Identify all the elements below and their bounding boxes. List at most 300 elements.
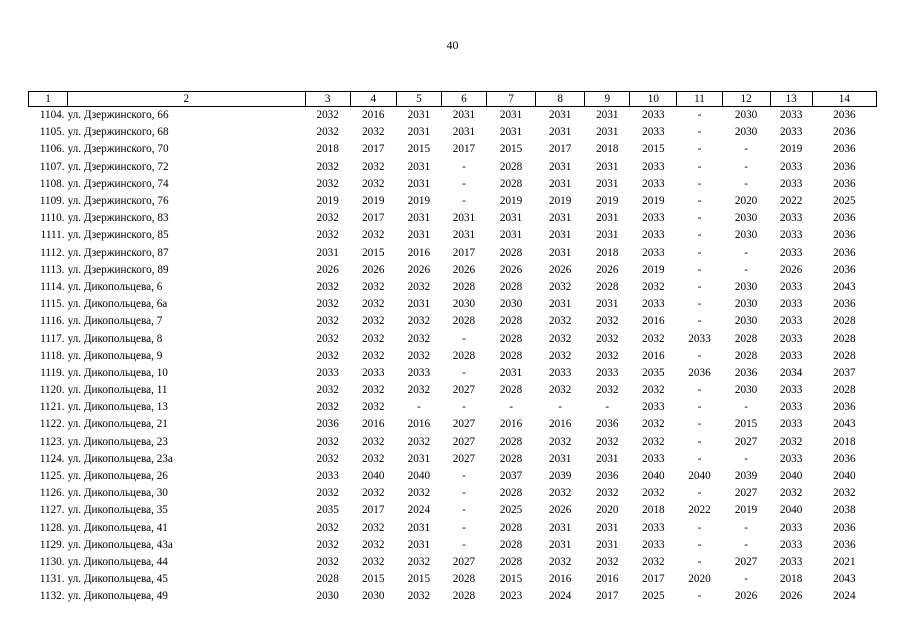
year-cell: 2032: [407, 555, 431, 568]
year-cell: -: [462, 366, 466, 379]
row-number: 1106.: [39, 143, 65, 156]
table-body: [29, 107, 877, 606]
year-cell: 2028: [499, 521, 523, 534]
year-cell: 2033: [779, 538, 803, 551]
address-cell: ул. Дикопольцева, 13: [67, 401, 168, 414]
row-number: 1121.: [39, 401, 65, 414]
year-cell: 2033: [596, 366, 619, 379]
year-cell: -: [697, 160, 702, 173]
table-row: [29, 399, 877, 416]
year-cell: 2033: [779, 315, 803, 328]
year-cell: 2028: [734, 349, 758, 362]
table-row: [29, 520, 877, 537]
year-cell: 2032: [642, 332, 665, 345]
year-cell: 2033: [642, 246, 665, 259]
year-cell: 2026: [734, 590, 758, 603]
year-cell: 2032: [596, 435, 619, 448]
year-cell: 2043: [833, 418, 856, 431]
year-cell: 2032: [316, 126, 339, 139]
year-cell: 2031: [407, 298, 431, 311]
year-cell: 2031: [548, 452, 572, 465]
year-cell: 2033: [779, 384, 803, 397]
year-cell: 2040: [407, 470, 431, 483]
year-cell: -: [697, 143, 702, 156]
address-cell: ул. Дикопольцева, 8: [67, 332, 163, 345]
year-cell: 2031: [548, 212, 572, 225]
year-cell: 2018: [833, 435, 856, 448]
year-cell: 2031: [596, 126, 619, 139]
year-cell: 2028: [833, 349, 856, 362]
row-number: 1124.: [39, 452, 65, 465]
year-cell: 2033: [779, 555, 803, 568]
address-cell: ул. Дикопольцева, 26: [67, 470, 168, 483]
year-cell: 2031: [548, 298, 572, 311]
year-cell: 2019: [499, 195, 523, 208]
year-cell: 2028: [499, 315, 523, 328]
year-cell: 2016: [362, 418, 385, 431]
year-cell: 2032: [596, 332, 619, 345]
year-cell: 2019: [734, 504, 758, 517]
year-cell: 2031: [407, 229, 431, 242]
year-cell: 2018: [596, 246, 619, 259]
year-cell: 2019: [316, 195, 339, 208]
row-number: 1105.: [39, 126, 65, 139]
year-cell: 2028: [499, 452, 523, 465]
year-cell: 2033: [642, 160, 665, 173]
address-cell: ул. Дикопольцева, 23а: [67, 452, 173, 465]
address-cell: ул. Дикопольцева, 9: [67, 349, 163, 362]
year-cell: 2031: [499, 229, 523, 242]
row-number: 1108.: [39, 177, 65, 190]
year-cell: 2036: [833, 263, 856, 276]
row-number: 1112.: [40, 246, 65, 259]
year-cell: -: [697, 177, 702, 190]
column-number: 2: [68, 92, 306, 107]
table-row: [29, 124, 877, 141]
year-cell: 2040: [688, 470, 711, 483]
year-cell: 2031: [596, 538, 619, 551]
year-cell: 2032: [642, 280, 665, 293]
year-cell: 2015: [362, 573, 385, 586]
year-cell: 2032: [407, 280, 431, 293]
year-cell: 2033: [779, 349, 803, 362]
year-cell: 2032: [316, 521, 339, 534]
year-cell: 2037: [833, 366, 856, 379]
year-cell: 2032: [362, 401, 385, 414]
year-cell: 2032: [316, 160, 339, 173]
year-cell: 2026: [362, 263, 385, 276]
year-cell: 2028: [596, 280, 619, 293]
table-row: [29, 176, 877, 193]
year-cell: -: [697, 590, 702, 603]
address-cell: ул. Дикопольцева, 45: [67, 573, 168, 586]
table-row: [29, 193, 877, 210]
table-row: [29, 434, 877, 451]
page-number: 40: [446, 38, 459, 52]
table-row: [29, 468, 877, 485]
column-number-row: [29, 92, 877, 107]
column-number: 10: [630, 92, 677, 107]
year-cell: 2032: [407, 349, 431, 362]
year-cell: 2036: [833, 143, 856, 156]
year-cell: 2035: [642, 366, 665, 379]
year-cell: 2033: [642, 401, 665, 414]
year-cell: 2028: [833, 384, 856, 397]
year-cell: 2032: [779, 435, 803, 448]
year-cell: 2030: [362, 590, 385, 603]
year-cell: 2015: [407, 573, 431, 586]
year-cell: 2033: [642, 212, 665, 225]
year-cell: 2032: [362, 538, 385, 551]
table-row: [29, 141, 877, 158]
year-cell: 2031: [407, 109, 431, 122]
year-cell: 2028: [499, 435, 523, 448]
year-cell: 2033: [779, 109, 803, 122]
year-cell: 2028: [499, 160, 523, 173]
year-cell: 2036: [596, 470, 619, 483]
row-number: 1120.: [39, 384, 65, 397]
year-cell: 2028: [452, 280, 476, 293]
year-cell: 2015: [362, 246, 385, 259]
year-cell: 2032: [642, 384, 665, 397]
year-cell: 2032: [362, 435, 385, 448]
year-cell: 2032: [407, 315, 431, 328]
year-cell: -: [697, 263, 702, 276]
year-cell: -: [697, 418, 702, 431]
year-cell: 2016: [642, 315, 665, 328]
address-cell: ул. Дикопольцева, 44: [67, 555, 168, 568]
year-cell: -: [697, 384, 702, 397]
row-number: 1131.: [39, 573, 65, 586]
year-cell: 2017: [452, 246, 476, 259]
year-cell: 2036: [833, 126, 856, 139]
year-cell: 2031: [596, 109, 619, 122]
table-row: [29, 416, 877, 433]
year-cell: 2031: [596, 177, 619, 190]
year-cell: 2027: [734, 487, 758, 500]
year-cell: -: [462, 160, 466, 173]
year-cell: -: [744, 521, 748, 534]
year-cell: 2032: [316, 555, 339, 568]
year-cell: 2017: [362, 504, 385, 517]
row-number: 1119.: [40, 366, 65, 379]
year-cell: -: [697, 280, 702, 293]
year-cell: 2030: [499, 298, 523, 311]
year-cell: 2016: [548, 573, 572, 586]
year-cell: 2032: [316, 401, 339, 414]
year-cell: 2036: [833, 521, 856, 534]
year-cell: 2031: [452, 229, 476, 242]
year-cell: 2030: [734, 298, 758, 311]
year-cell: 2032: [316, 384, 339, 397]
year-cell: 2032: [362, 349, 385, 362]
address-cell: ул. Дзержинского, 72: [67, 160, 169, 173]
year-cell: 2031: [548, 126, 572, 139]
year-cell: 2015: [499, 573, 523, 586]
year-cell: 2032: [362, 315, 385, 328]
year-cell: 2031: [548, 246, 572, 259]
year-cell: 2032: [596, 487, 619, 500]
year-cell: -: [697, 315, 702, 328]
year-cell: -: [744, 160, 748, 173]
year-cell: 2019: [779, 143, 803, 156]
year-cell: 2026: [548, 263, 572, 276]
year-cell: 2032: [548, 280, 572, 293]
year-cell: 2031: [548, 177, 572, 190]
year-cell: -: [697, 349, 702, 362]
year-cell: 2031: [452, 126, 476, 139]
table-row: [29, 382, 877, 399]
year-cell: -: [744, 573, 748, 586]
row-number: 1130.: [39, 555, 65, 568]
table-row: [29, 537, 877, 554]
table-row: [29, 227, 877, 244]
year-cell: 2028: [499, 384, 523, 397]
year-cell: -: [697, 452, 702, 465]
year-cell: 2031: [452, 212, 476, 225]
address-cell: ул. Дзержинского, 70: [67, 143, 169, 156]
year-cell: 2036: [833, 538, 856, 551]
row-number: 1132.: [39, 590, 65, 603]
table-row: [29, 107, 877, 125]
year-cell: 2033: [316, 366, 339, 379]
table-row: [29, 279, 877, 296]
year-cell: 2015: [642, 143, 665, 156]
column-number: 11: [677, 92, 722, 107]
year-cell: 2036: [833, 109, 856, 122]
column-number: 8: [536, 92, 585, 107]
year-cell: 2033: [779, 246, 803, 259]
year-cell: 2032: [316, 452, 339, 465]
year-cell: 2031: [499, 126, 523, 139]
year-cell: 2040: [779, 470, 803, 483]
column-number: 13: [770, 92, 812, 107]
table-row: [29, 554, 877, 571]
year-cell: 2033: [779, 452, 803, 465]
year-cell: 2017: [642, 573, 665, 586]
year-cell: 2032: [642, 435, 665, 448]
year-cell: 2031: [499, 212, 523, 225]
year-cell: 2032: [407, 435, 431, 448]
row-number: 1104.: [39, 109, 65, 122]
address-cell: ул. Дикопольцева, 11: [67, 384, 168, 397]
year-cell: 2030: [734, 109, 758, 122]
year-cell: 2033: [779, 332, 803, 345]
year-cell: 2032: [362, 280, 385, 293]
year-cell: 2031: [407, 126, 431, 139]
year-cell: 2032: [316, 212, 339, 225]
row-number: 1110.: [40, 212, 65, 225]
year-cell: -: [462, 487, 466, 500]
year-cell: 2032: [316, 538, 339, 551]
year-cell: 2028: [499, 555, 523, 568]
table-row: [29, 502, 877, 519]
year-cell: 2032: [362, 487, 385, 500]
address-cell: ул. Дикопольцева, 6: [67, 280, 163, 293]
row-number: 1122.: [39, 418, 65, 431]
year-cell: -: [697, 401, 702, 414]
year-cell: 2040: [779, 504, 803, 517]
column-number: 6: [441, 92, 486, 107]
year-cell: -: [462, 195, 466, 208]
column-number: 5: [396, 92, 441, 107]
year-cell: -: [744, 177, 748, 190]
year-cell: 2032: [316, 332, 339, 345]
year-cell: 2020: [688, 573, 711, 586]
year-cell: 2035: [316, 504, 339, 517]
year-cell: 2030: [734, 280, 758, 293]
year-cell: 2027: [452, 555, 476, 568]
year-cell: 2019: [362, 195, 385, 208]
year-cell: 2032: [596, 315, 619, 328]
table-row: [29, 330, 877, 347]
year-cell: 2015: [499, 143, 523, 156]
year-cell: 2025: [833, 195, 856, 208]
year-cell: -: [744, 401, 748, 414]
year-cell: 2032: [548, 555, 572, 568]
row-number: 1107.: [39, 160, 65, 173]
year-cell: -: [697, 229, 702, 242]
year-cell: 2026: [499, 263, 523, 276]
year-cell: 2016: [499, 418, 523, 431]
year-cell: 2031: [548, 521, 572, 534]
year-cell: -: [462, 538, 466, 551]
year-cell: 2032: [548, 384, 572, 397]
year-cell: 2028: [316, 573, 339, 586]
year-cell: 2033: [779, 280, 803, 293]
year-cell: 2032: [596, 384, 619, 397]
year-cell: 2033: [642, 126, 665, 139]
year-cell: 2019: [642, 195, 665, 208]
table-row: [29, 262, 877, 279]
year-cell: 2026: [548, 504, 572, 517]
year-cell: 2032: [362, 160, 385, 173]
address-cell: ул. Дзержинского, 83: [67, 212, 169, 225]
year-cell: 2026: [452, 263, 476, 276]
year-cell: 2027: [734, 435, 758, 448]
address-cell: ул. Дзержинского, 74: [67, 177, 169, 190]
year-cell: -: [462, 470, 466, 483]
year-cell: -: [558, 401, 563, 414]
year-cell: 2018: [316, 143, 339, 156]
year-cell: -: [697, 555, 702, 568]
table-row: [29, 365, 877, 382]
year-cell: 2020: [734, 195, 758, 208]
year-cell: 2031: [499, 366, 523, 379]
address-cell: ул. Дикопольцева, 49: [67, 590, 168, 603]
year-cell: 2033: [642, 538, 665, 551]
year-cell: 2033: [779, 401, 803, 414]
row-number: 1126.: [39, 487, 65, 500]
year-cell: 2031: [596, 160, 619, 173]
year-cell: -: [462, 332, 466, 345]
year-cell: 2039: [734, 470, 758, 483]
year-cell: 2032: [642, 487, 665, 500]
year-cell: 2015: [407, 143, 431, 156]
year-cell: 2032: [407, 332, 431, 345]
year-cell: 2026: [407, 263, 431, 276]
year-cell: 2016: [548, 418, 572, 431]
year-cell: 2033: [779, 521, 803, 534]
year-cell: 2027: [734, 555, 758, 568]
table-row: [29, 313, 877, 330]
year-cell: 2031: [548, 229, 572, 242]
year-cell: 2028: [452, 315, 476, 328]
year-cell: 2032: [316, 298, 339, 311]
year-cell: 2033: [642, 521, 665, 534]
year-cell: 2017: [362, 212, 385, 225]
row-number: 1109.: [39, 195, 65, 208]
year-cell: 2028: [734, 332, 758, 345]
year-cell: -: [697, 538, 702, 551]
year-cell: -: [697, 109, 702, 122]
year-cell: 2031: [548, 109, 572, 122]
year-cell: 2036: [833, 160, 856, 173]
year-cell: 2033: [642, 109, 665, 122]
year-cell: 2016: [596, 573, 619, 586]
year-cell: 2036: [688, 366, 711, 379]
table-row: [29, 245, 877, 262]
year-cell: 2032: [362, 384, 385, 397]
year-cell: 2036: [833, 177, 856, 190]
year-cell: -: [697, 435, 702, 448]
year-cell: 2030: [734, 212, 758, 225]
year-cell: 2030: [734, 126, 758, 139]
row-number: 1127.: [39, 504, 65, 517]
address-cell: ул. Дикопольцева, 35: [67, 504, 168, 517]
year-cell: 2019: [548, 195, 572, 208]
year-cell: 2026: [779, 590, 803, 603]
year-cell: 2030: [734, 315, 758, 328]
row-number: 1115.: [40, 298, 65, 311]
row-number: 1123.: [39, 435, 65, 448]
year-cell: 2032: [407, 384, 431, 397]
year-cell: 2024: [833, 590, 856, 603]
year-cell: 2019: [642, 263, 665, 276]
year-cell: 2032: [316, 109, 339, 122]
year-cell: 2022: [688, 504, 711, 517]
address-cell: ул. Дикопольцева, 41: [67, 521, 168, 534]
year-cell: 2032: [548, 435, 572, 448]
year-cell: -: [744, 538, 748, 551]
year-cell: 2032: [362, 126, 385, 139]
year-cell: 2031: [596, 212, 619, 225]
year-cell: 2017: [596, 590, 619, 603]
year-cell: 2018: [779, 573, 803, 586]
year-cell: 2021: [833, 555, 856, 568]
year-cell: 2039: [548, 470, 572, 483]
year-cell: -: [697, 298, 702, 311]
address-cell: ул. Дикопольцева, 10: [67, 366, 168, 379]
year-cell: 2022: [779, 195, 803, 208]
address-cell: ул. Дзержинского, 68: [67, 126, 169, 139]
year-cell: 2038: [833, 504, 856, 517]
year-cell: 2032: [642, 418, 665, 431]
year-cell: 2033: [362, 366, 385, 379]
year-cell: 2033: [779, 177, 803, 190]
year-cell: 2020: [596, 504, 619, 517]
column-number: 4: [350, 92, 396, 107]
year-cell: 2027: [452, 435, 476, 448]
year-cell: 2033: [316, 470, 339, 483]
year-cell: -: [744, 452, 748, 465]
column-number: 12: [722, 92, 770, 107]
year-cell: -: [605, 401, 610, 414]
year-cell: 2026: [779, 263, 803, 276]
year-cell: 2032: [316, 435, 339, 448]
year-cell: 2016: [642, 349, 665, 362]
year-cell: -: [462, 521, 466, 534]
